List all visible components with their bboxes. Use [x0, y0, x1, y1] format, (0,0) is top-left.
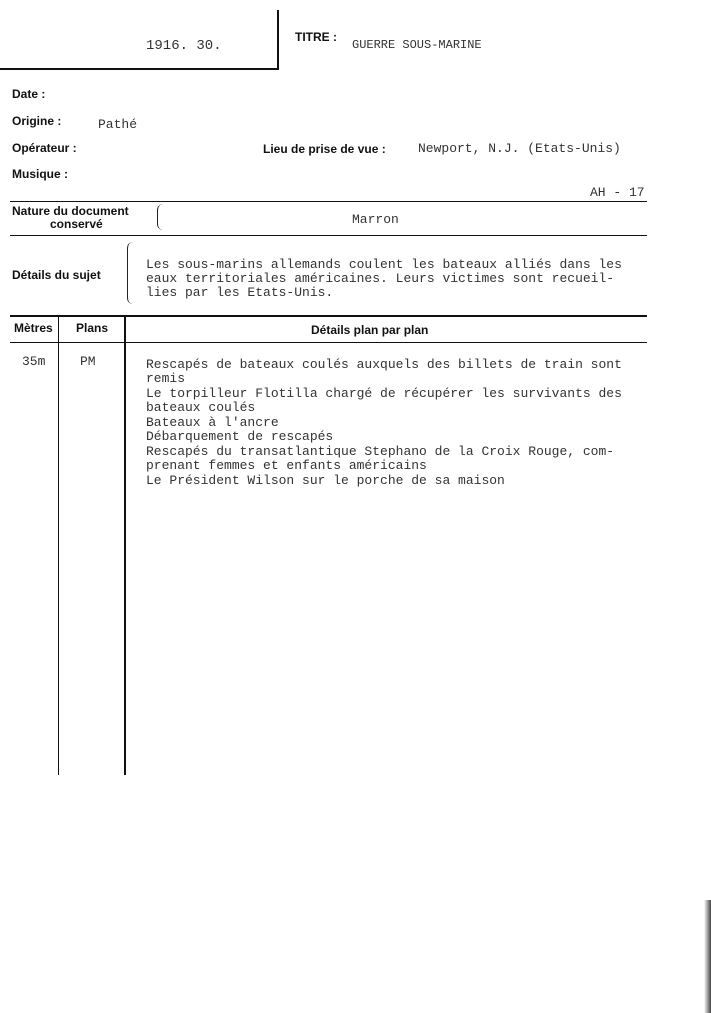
shot-line: Rescapés du transatlantique Stephano de la Croix Rouge, com- — [146, 444, 615, 459]
date-label: Date : — [12, 87, 46, 101]
shot-line: prenant femmes et enfants américains — [146, 458, 427, 473]
col-header-metres: Mètres — [14, 321, 53, 335]
shot-line: Le Président Wilson sur le porche de sa maison — [146, 473, 505, 488]
shot-line: Débarquement de rescapés — [146, 429, 334, 444]
musique-label: Musique : — [12, 167, 68, 181]
plans-value: PM — [80, 354, 96, 369]
col-header-plans: Plans — [76, 321, 109, 335]
details-sujet-line: lies par les Etats-Unis. — [146, 285, 334, 300]
title-value: GUERRE SOUS-MARINE — [352, 38, 482, 52]
archive-code: AH - 17 — [590, 185, 645, 200]
reference-number: 1916. 30. — [146, 38, 222, 54]
metres-value: 35m — [22, 354, 46, 369]
shot-line: Bateaux à l'ancre — [146, 415, 279, 430]
details-sujet-line: eaux territoriales américaines. Leurs victimes sont recueil- — [146, 271, 615, 286]
details-sujet-text — [146, 258, 622, 300]
details-sujet-label: Détails du sujet — [12, 268, 101, 282]
origine-label: Origine : — [12, 114, 62, 128]
shot-line: Le torpilleur Flotilla chargé de récupérer les survivants des — [146, 386, 622, 401]
col-divider-2 — [124, 317, 126, 775]
nature-value: Marron — [352, 212, 399, 227]
nature-bottom-rule — [10, 235, 647, 236]
shot-line: remis — [146, 371, 186, 386]
shot-line: bateaux coulés — [146, 400, 256, 415]
table-top-rule — [10, 315, 647, 317]
header-divider — [277, 10, 279, 70]
nature-label-line1: Nature du document — [12, 204, 129, 218]
details-sujet-line: Les sous-marins allemands coulent les bateaux alliés dans les — [146, 257, 622, 272]
table-header-rule — [10, 342, 647, 343]
lieu-label: Lieu de prise de vue : — [263, 142, 386, 156]
details-sujet-brace — [127, 242, 133, 304]
nature-label-line2: conservé — [50, 217, 103, 231]
origine-value: Pathé — [98, 117, 138, 132]
col-header-details: Détails plan par plan — [311, 323, 429, 337]
nature-label — [12, 205, 129, 231]
header-top-rule — [0, 68, 278, 70]
col-divider-1 — [58, 317, 59, 775]
nature-top-rule — [10, 201, 647, 202]
lieu-value: Newport, N.J. (Etats-Unis) — [418, 141, 621, 156]
title-label: TITRE : — [295, 30, 337, 44]
shot-line: Rescapés de bateaux coulés auxquels des billets de train sont — [146, 357, 622, 372]
nature-brace — [157, 204, 163, 230]
operateur-label: Opérateur : — [12, 141, 77, 155]
page-edge-shadow — [704, 900, 711, 1013]
